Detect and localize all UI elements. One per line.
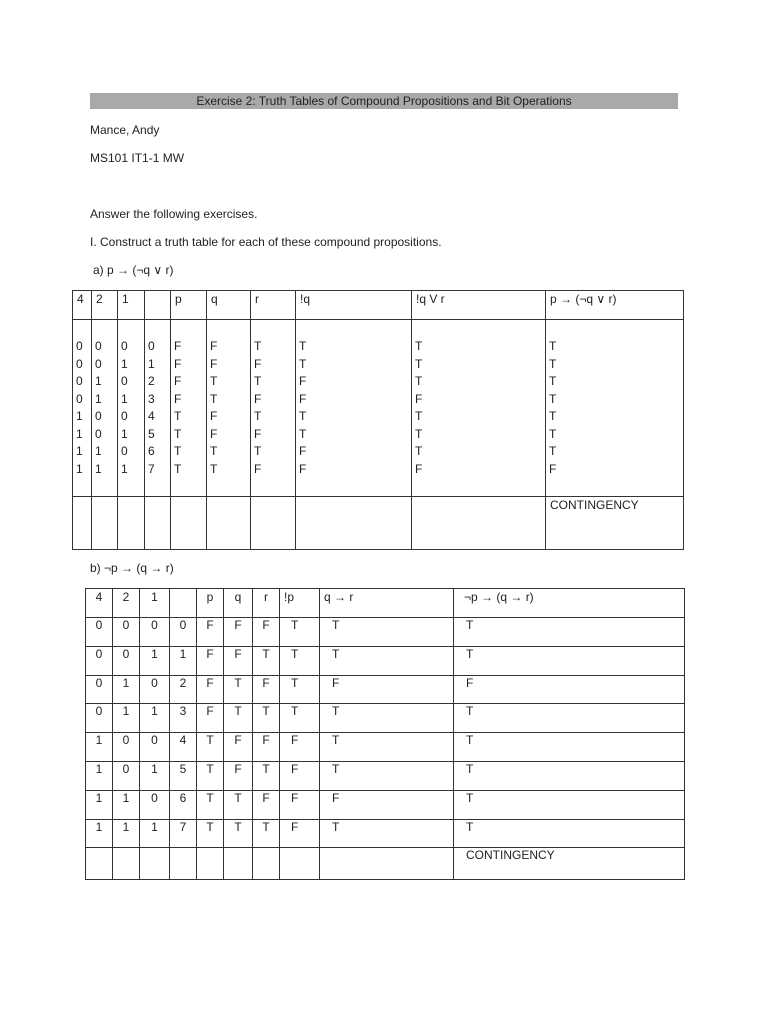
table-row [86, 819, 685, 848]
table-b-header-cell: 2 [113, 589, 140, 618]
truth-table-b [85, 588, 685, 880]
table-cell: 1 [140, 819, 170, 848]
table-cell: T [454, 618, 685, 647]
table-a-header-cell: p → (¬q ∨ r) [546, 291, 684, 320]
instructions-intro: Answer the following exercises. [90, 207, 258, 221]
table-cell: F [197, 675, 224, 704]
table-a-value: 4 [148, 409, 155, 423]
table-b-header-cell: 4 [86, 589, 113, 618]
table-a-value: T [299, 409, 307, 423]
table-a-value: F [174, 391, 182, 406]
table-row [86, 646, 685, 675]
table-a-value: 1 [95, 374, 102, 388]
table-cell: F [197, 618, 224, 647]
table-a-header-cell: !q V r [412, 291, 546, 320]
table-cell: 0 [140, 675, 170, 704]
table-cell: T [280, 675, 320, 704]
table-b-header-cell: ¬p → (q → r) [454, 589, 685, 618]
table-a-column-cell [171, 320, 207, 497]
table-a-value: 0 [95, 339, 102, 353]
table-b-header-cell: !p [280, 589, 320, 618]
table-cell: T [320, 646, 454, 675]
table-cell: T [253, 646, 280, 675]
table-b-label: b) ¬p → (q → r) [90, 561, 174, 575]
table-cell: T [454, 646, 685, 675]
table-row [86, 618, 685, 647]
table-a-value: 1 [121, 391, 128, 406]
exercise-title: Exercise 2: Truth Tables of Compound Propositions and Bit Operations [90, 93, 678, 109]
table-cell: T [280, 646, 320, 675]
table-cell: F [454, 675, 685, 704]
table-a-value: 2 [148, 374, 155, 388]
table-cell: F [224, 618, 253, 647]
table-cell: F [320, 790, 454, 819]
table-cell: 0 [86, 618, 113, 647]
table-cell: T [197, 790, 224, 819]
table-a-value: T [210, 391, 218, 406]
table-a-value: F [254, 461, 262, 476]
table-cell: T [320, 618, 454, 647]
table-cell: T [197, 733, 224, 762]
table-a-column-cell [546, 320, 684, 497]
table-a-result: CONTINGENCY [546, 497, 684, 550]
table-a-value: 1 [76, 426, 83, 441]
table-a-value: T [549, 356, 557, 371]
table-row [86, 704, 685, 733]
table-a-column-cell [73, 320, 92, 497]
table-a-value: F [254, 356, 262, 371]
table-b-result: CONTINGENCY [454, 848, 685, 880]
table-a-value: 0 [76, 374, 83, 388]
truth-table-a [72, 290, 684, 550]
table-a-value: T [549, 409, 557, 423]
table-a-value: 1 [121, 356, 128, 371]
table-a-value: T [549, 374, 557, 388]
table-cell: T [224, 819, 253, 848]
table-cell: 0 [140, 618, 170, 647]
table-a-value: F [210, 409, 218, 423]
table-a-header-cell [145, 291, 171, 320]
table-a-header-cell: 4 [73, 291, 92, 320]
table-a-value: 0 [148, 339, 155, 353]
table-row [86, 733, 685, 762]
table-cell: 7 [170, 819, 197, 848]
table-cell: F [253, 675, 280, 704]
table-a-header-cell: !q [296, 291, 412, 320]
table-a-value: 1 [76, 409, 83, 423]
table-b-header-cell: r [253, 589, 280, 618]
table-cell: T [454, 790, 685, 819]
table-a-value: T [254, 339, 262, 353]
table-a-value: 1 [121, 426, 128, 441]
table-row [86, 790, 685, 819]
table-cell: T [320, 704, 454, 733]
table-cell: F [224, 733, 253, 762]
table-a-value: T [174, 444, 182, 458]
table-cell: F [280, 790, 320, 819]
table-cell: 1 [86, 819, 113, 848]
table-cell: T [320, 761, 454, 790]
table-a-value: 1 [76, 444, 83, 458]
table-a-value: T [415, 409, 423, 423]
table-cell: T [224, 790, 253, 819]
table-a-value: F [415, 461, 423, 476]
table-b-header-cell [170, 589, 197, 618]
table-a-value: F [174, 356, 182, 371]
table-a-value: 1 [95, 444, 102, 458]
table-cell: T [320, 819, 454, 848]
table-cell: F [253, 790, 280, 819]
table-a-column-cell [92, 320, 118, 497]
table-cell: F [253, 733, 280, 762]
table-a-value: F [549, 461, 557, 476]
table-a-column-cell [145, 320, 171, 497]
table-a-value: 6 [148, 444, 155, 458]
table-a-value: T [549, 391, 557, 406]
table-cell: 1 [113, 790, 140, 819]
table-cell: T [280, 704, 320, 733]
table-a-value: 1 [95, 391, 102, 406]
table-a-value: F [299, 374, 307, 388]
student-name: Mance, Andy [90, 123, 160, 137]
table-a-value: 5 [148, 426, 155, 441]
table-cell: T [454, 761, 685, 790]
table-cell: 1 [113, 675, 140, 704]
table-a-value: T [210, 444, 218, 458]
table-a-header-cell: r [251, 291, 296, 320]
table-a-value: T [174, 426, 182, 441]
table-cell: T [454, 819, 685, 848]
table-b-footer-row [86, 848, 685, 880]
table-a-value: T [299, 356, 307, 371]
table-cell: T [454, 704, 685, 733]
table-a-header-cell: 1 [118, 291, 145, 320]
table-a-value: 0 [121, 409, 128, 423]
class-section: MS101 IT1-1 MW [90, 151, 185, 165]
table-a-value: 1 [76, 461, 83, 476]
table-cell: F [197, 704, 224, 733]
table-a-value: T [254, 444, 262, 458]
table-a-value: F [210, 339, 218, 353]
instructions-part1: I. Construct a truth table for each of these compound propositions. [90, 235, 442, 249]
table-a-value: F [299, 461, 307, 476]
table-a-value: T [299, 426, 307, 441]
table-b-header-cell: 1 [140, 589, 170, 618]
table-a-column-cell [296, 320, 412, 497]
table-a-header-cell: 2 [92, 291, 118, 320]
table-b-header-cell: q → r [320, 589, 454, 618]
table-cell: F [224, 646, 253, 675]
table-cell: 0 [113, 733, 140, 762]
table-cell: 0 [140, 790, 170, 819]
table-cell: T [197, 819, 224, 848]
table-a-value: T [549, 444, 557, 458]
table-a-value: T [415, 339, 423, 353]
table-a-values-row [73, 320, 684, 497]
table-a-value: F [299, 444, 307, 458]
table-a-value: 7 [148, 461, 155, 476]
table-cell: T [320, 733, 454, 762]
table-cell: 1 [140, 761, 170, 790]
table-row [86, 675, 685, 704]
table-cell: T [224, 675, 253, 704]
table-cell: 0 [113, 646, 140, 675]
table-a-header-row [73, 291, 684, 320]
table-b-header-cell: q [224, 589, 253, 618]
table-cell: F [280, 733, 320, 762]
table-a-value: 0 [95, 356, 102, 371]
table-cell: F [197, 646, 224, 675]
table-cell: 1 [86, 790, 113, 819]
table-cell: 0 [86, 646, 113, 675]
table-cell: 0 [170, 618, 197, 647]
table-a-value: 1 [148, 356, 155, 371]
table-a-value: 0 [76, 391, 83, 406]
table-a-column-cell [118, 320, 145, 497]
table-a-value: T [415, 374, 423, 388]
table-a-value: 0 [95, 426, 102, 441]
table-cell: 1 [86, 733, 113, 762]
table-a-value: T [174, 461, 182, 476]
table-cell: F [280, 761, 320, 790]
table-a-value: 0 [121, 374, 128, 388]
table-a-column-cell [207, 320, 251, 497]
table-a-value: T [210, 461, 218, 476]
table-cell: T [454, 733, 685, 762]
table-a-value: F [299, 391, 307, 406]
table-cell: 1 [86, 761, 113, 790]
table-cell: 3 [170, 704, 197, 733]
table-cell: 1 [170, 646, 197, 675]
table-b-header-row [86, 589, 685, 618]
table-cell: 2 [170, 675, 197, 704]
table-cell: F [320, 675, 454, 704]
table-cell: 5 [170, 761, 197, 790]
table-cell: 0 [86, 704, 113, 733]
table-cell: 1 [140, 646, 170, 675]
table-cell: T [253, 704, 280, 733]
table-a-value: T [415, 426, 423, 441]
table-a-value: 1 [95, 461, 102, 476]
table-cell: T [224, 704, 253, 733]
table-a-column-cell [412, 320, 546, 497]
table-a-value: T [254, 409, 262, 423]
table-a-value: 0 [76, 339, 83, 353]
table-a-value: 0 [76, 356, 83, 371]
table-a-value: F [210, 426, 218, 441]
table-a-header-cell: q [207, 291, 251, 320]
table-cell: F [224, 761, 253, 790]
table-cell: 1 [113, 819, 140, 848]
table-cell: T [253, 819, 280, 848]
table-a-header-cell: p [171, 291, 207, 320]
table-cell: 0 [113, 761, 140, 790]
table-a-value: T [254, 374, 262, 388]
table-a-value: 0 [95, 409, 102, 423]
table-cell: 1 [113, 704, 140, 733]
table-cell: T [280, 618, 320, 647]
table-a-value: 1 [121, 461, 128, 476]
table-b-header-cell: p [197, 589, 224, 618]
table-a-value: T [299, 339, 307, 353]
table-cell: 0 [140, 733, 170, 762]
table-cell: F [253, 618, 280, 647]
table-cell: F [280, 819, 320, 848]
table-cell: 1 [140, 704, 170, 733]
table-a-value: F [254, 426, 262, 441]
table-a-value: F [174, 339, 182, 353]
table-a-value: T [549, 339, 557, 353]
table-a-value: T [415, 444, 423, 458]
table-a-value: F [415, 391, 423, 406]
table-a-value: 0 [121, 444, 128, 458]
table-a-column-cell [251, 320, 296, 497]
table-cell: 0 [113, 618, 140, 647]
table-a-value: T [174, 409, 182, 423]
table-cell: T [253, 761, 280, 790]
table-row [86, 761, 685, 790]
table-cell: 0 [86, 675, 113, 704]
table-cell: 4 [170, 733, 197, 762]
table-a-value: F [210, 356, 218, 371]
table-a-value: F [174, 374, 182, 388]
table-a-value: T [549, 426, 557, 441]
table-a-value: 0 [121, 339, 128, 353]
table-cell: 6 [170, 790, 197, 819]
table-a-value: 3 [148, 391, 155, 406]
table-a-label: a) p → (¬q ∨ r) [93, 263, 174, 277]
table-cell: T [197, 761, 224, 790]
table-a-value: T [415, 356, 423, 371]
table-a-value: T [210, 374, 218, 388]
table-a-footer-row [73, 497, 684, 550]
table-a-value: F [254, 391, 262, 406]
